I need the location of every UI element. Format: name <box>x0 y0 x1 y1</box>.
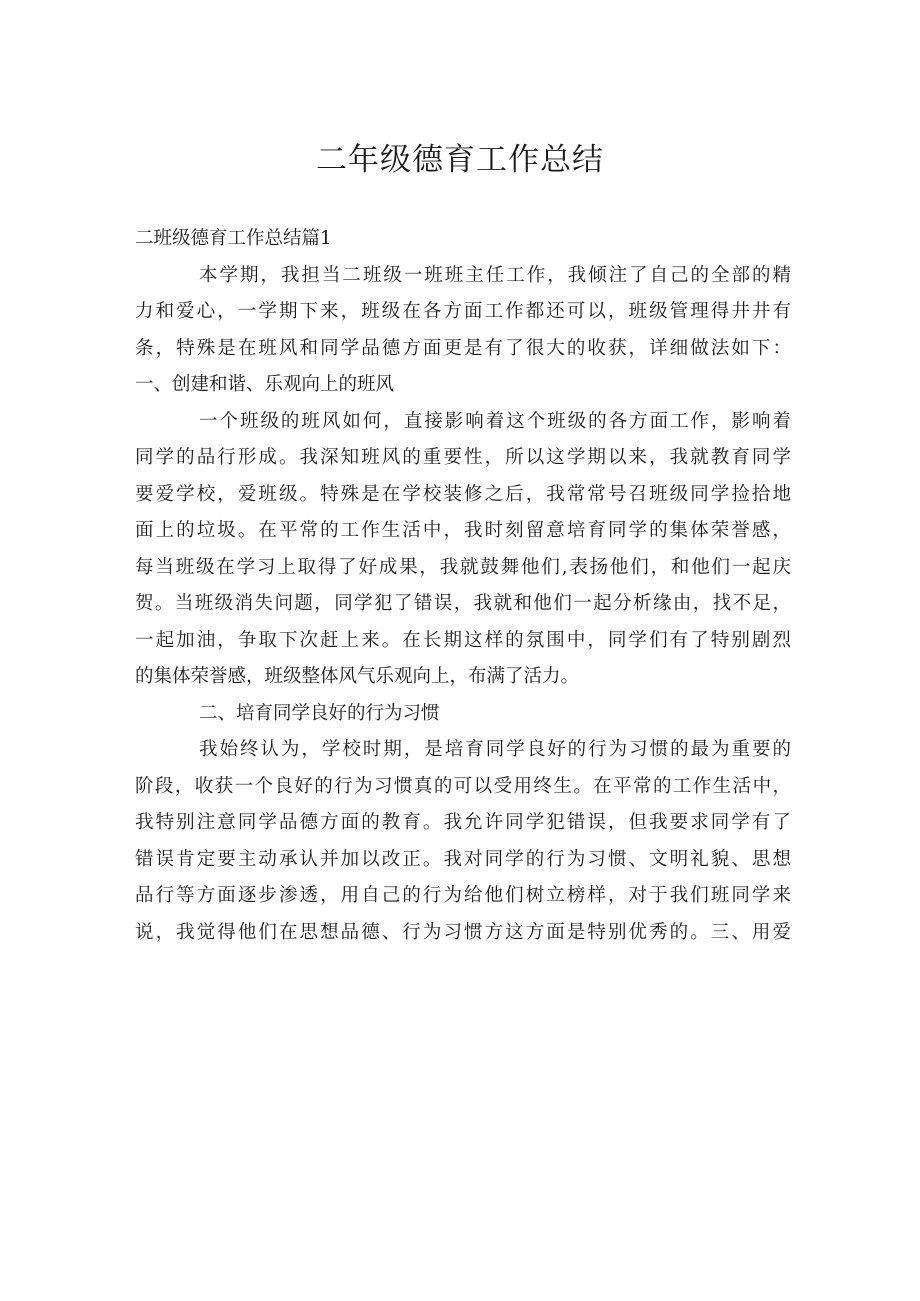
paragraph-line: 要爱学校，爱班级。特殊是在学校装修之后，我常常号召班级同学捡拾地 <box>135 483 791 505</box>
paragraph-line: 贺。当班级消失问题，同学犯了错误，我就和他们一起分析缘由，找不足， <box>135 593 791 614</box>
paragraph-line: 每当班级在学习上取得了好成果，我就鼓舞他们,表扬他们，和他们一起庆 <box>135 556 791 578</box>
paragraph-line: 本学期，我担当二班级一班班主任工作，我倾注了自己的全部的精 <box>199 264 791 286</box>
paragraph-line: 阶段，收获一个良好的行为习惯真的可以受用终生。在平常的工作生活中， <box>135 775 791 797</box>
paragraph-line: 面上的垃圾。在平常的工作生活中，我时刻留意培育同学的集体荣誉感， <box>135 520 791 541</box>
paragraph-line: 一起加油，争取下次赶上来。在长期这样的氛围中，同学们有了特别剧烈 <box>135 629 791 651</box>
paragraph-line: 二、培育同学良好的行为习惯 <box>199 702 440 724</box>
paragraph-line: 条，特殊是在班风和同学品德方面更是有了很大的收获，详细做法如下： <box>135 337 791 359</box>
paragraph-line: 的集体荣誉感，班级整体风气乐观向上，布满了活力。 <box>135 666 580 687</box>
paragraph-line: 二班级德育工作总结篇1 <box>135 228 332 249</box>
document-title: 二年级德育工作总结 <box>316 142 604 178</box>
paragraph-line: 同学的品行形成。我深知班风的重要性，所以这学期以来，我就教育同学 <box>135 447 791 468</box>
paragraph-line: 一、创建和谐、乐观向上的班风 <box>135 374 395 395</box>
paragraph-line: 力和爱心，一学期下来，班级在各方面工作都还可以，班级管理得井井有 <box>135 301 791 322</box>
paragraph-line: 说，我觉得他们在思想品德、行为习惯方这方面是特别优秀的。三、用爱 <box>135 921 791 943</box>
paragraph-line: 一个班级的班风如何，直接影响着这个班级的各方面工作，影响着 <box>199 410 791 432</box>
paragraph-line: 品行等方面逐步渗透，用自己的行为给他们树立榜样，对于我们班同学来 <box>135 885 791 906</box>
paragraph-line: 错误肯定要主动承认并加以改正。我对同学的行为习惯、文明礼貌、思想 <box>135 848 791 870</box>
paragraph-line: 我始终认为，学校时期，是培育同学良好的行为习惯的最为重要的 <box>199 739 791 760</box>
document-body <box>135 221 791 951</box>
paragraph-line: 我特别注意同学品德方面的教育。我允许同学犯错误，但我要求同学有了 <box>135 812 791 833</box>
